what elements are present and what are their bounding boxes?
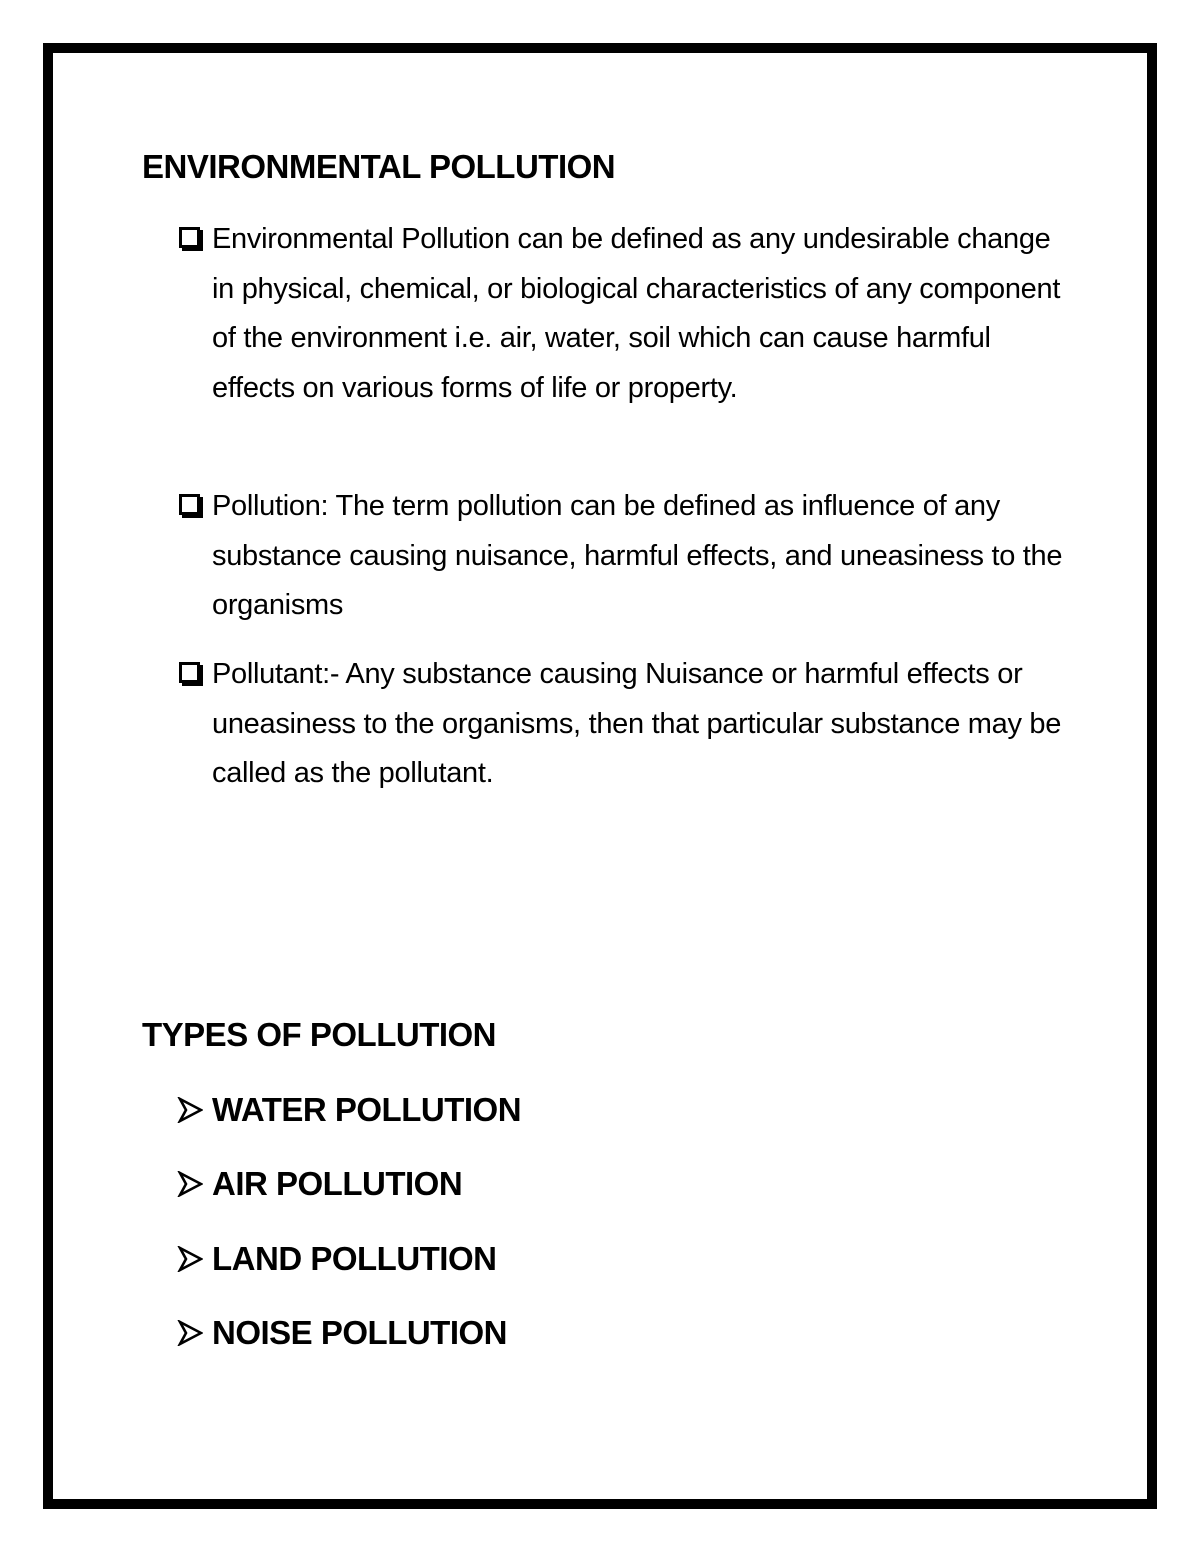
arrow-bullet-icon: [177, 1320, 203, 1346]
checkbox-icon: [179, 494, 200, 515]
type-list-item: [177, 1088, 521, 1132]
type-list-item: [177, 1162, 462, 1206]
type-label: LAND POLLUTION: [212, 1240, 497, 1277]
arrow-bullet-icon: [177, 1171, 203, 1197]
type-label: AIR POLLUTION: [212, 1165, 463, 1202]
type-list-item: [177, 1311, 507, 1355]
definition-text: Pollution: The term pollution can be defined as influence of any substance causing nuisance, harmful effects, and uneasiness to the organisms: [212, 490, 1063, 621]
definition-item: [177, 650, 1067, 799]
definition-text: Pollutant:- Any substance causing Nuisance or harmful effects or uneasiness to the organisms, then that particular substance may be called as the pollutant.: [212, 658, 1062, 789]
page-title: ENVIRONMENTAL POLLUTION: [142, 148, 616, 185]
type-list-item: [177, 1237, 496, 1281]
arrow-bullet-icon: [177, 1246, 203, 1272]
definition-text: Environmental Pollution can be defined as any undesirable change in physical, chemical, or biological characteristics of any component of the environment i.e. air, water, soil which can cause harmful effects on various forms of life or property.: [212, 223, 1061, 404]
checkbox-icon: [179, 662, 200, 683]
definition-item: [177, 482, 1067, 631]
types-heading: TYPES OF POLLUTION: [142, 1016, 497, 1053]
checkbox-icon: [179, 227, 200, 248]
type-label: WATER POLLUTION: [212, 1091, 522, 1128]
definition-item: [177, 215, 1067, 413]
type-label: NOISE POLLUTION: [212, 1314, 508, 1351]
arrow-bullet-icon: [177, 1097, 203, 1123]
